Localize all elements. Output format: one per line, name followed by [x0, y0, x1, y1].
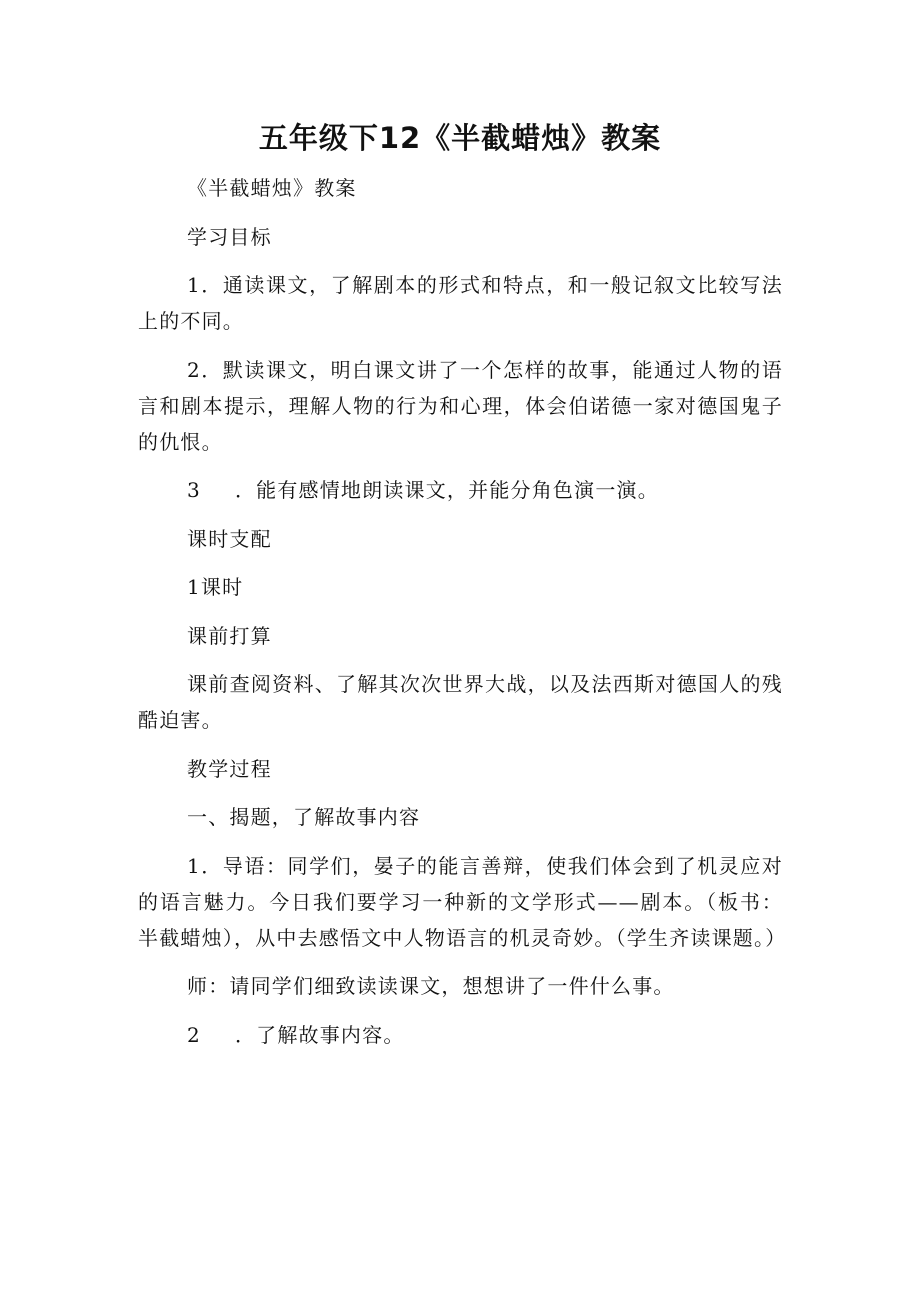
objective-3-text: ．能有感情地朗读课文，并能分角色演一演。: [234, 478, 659, 502]
teacher-prompt: 师：请同学们细致读读课文，想想讲了一件什么事。: [187, 974, 675, 998]
step-2: [138, 1017, 783, 1053]
step-2-text: ．了解故事内容。: [234, 1022, 405, 1047]
heading-learning-objectives: 学习目标: [187, 224, 272, 249]
heading-preparation: 课前打算: [187, 623, 272, 648]
step-2-number: 2: [187, 1022, 201, 1047]
section-1-heading: 一、揭题，了解故事内容: [187, 805, 421, 829]
heading-teaching-process: 教学过程: [187, 756, 272, 781]
objective-2: 2．默读课文，明白课文讲了一个怎样的故事，能通过人物的语言和剧本提示，理解人物的行为和心理，体会伯诺德一家对德国鬼子的仇恨。: [138, 357, 783, 454]
class-hours-value: 1课时: [187, 575, 244, 599]
objective-3-number: 3: [187, 478, 201, 502]
paragraph-subtitle: 《半截蜡烛》教案: [187, 176, 357, 200]
heading-class-hours: 课时支配: [187, 526, 272, 551]
document-body: [138, 170, 787, 1065]
objective-1: 1．通读课文，了解剧本的形式和特点，和一般记叙文比较写法上的不同。: [138, 273, 783, 333]
objective-3: [138, 472, 783, 508]
step-1-intro: 1．导语：同学们，晏子的能言善辩，使我们体会到了机灵应对的语言魅力。今日我们要学习一种新的文学形式——剧本。（板书：半截蜡烛），从中去感悟文中人物语言的机灵奇妙。（学生齐读课题。）: [138, 853, 787, 950]
preparation-text: 课前查阅资料、了解其次次世界大战，以及法西斯对德国人的残酷迫害。: [138, 672, 783, 732]
document-title: 五年级下12《半截蜡烛》教案: [258, 121, 662, 155]
